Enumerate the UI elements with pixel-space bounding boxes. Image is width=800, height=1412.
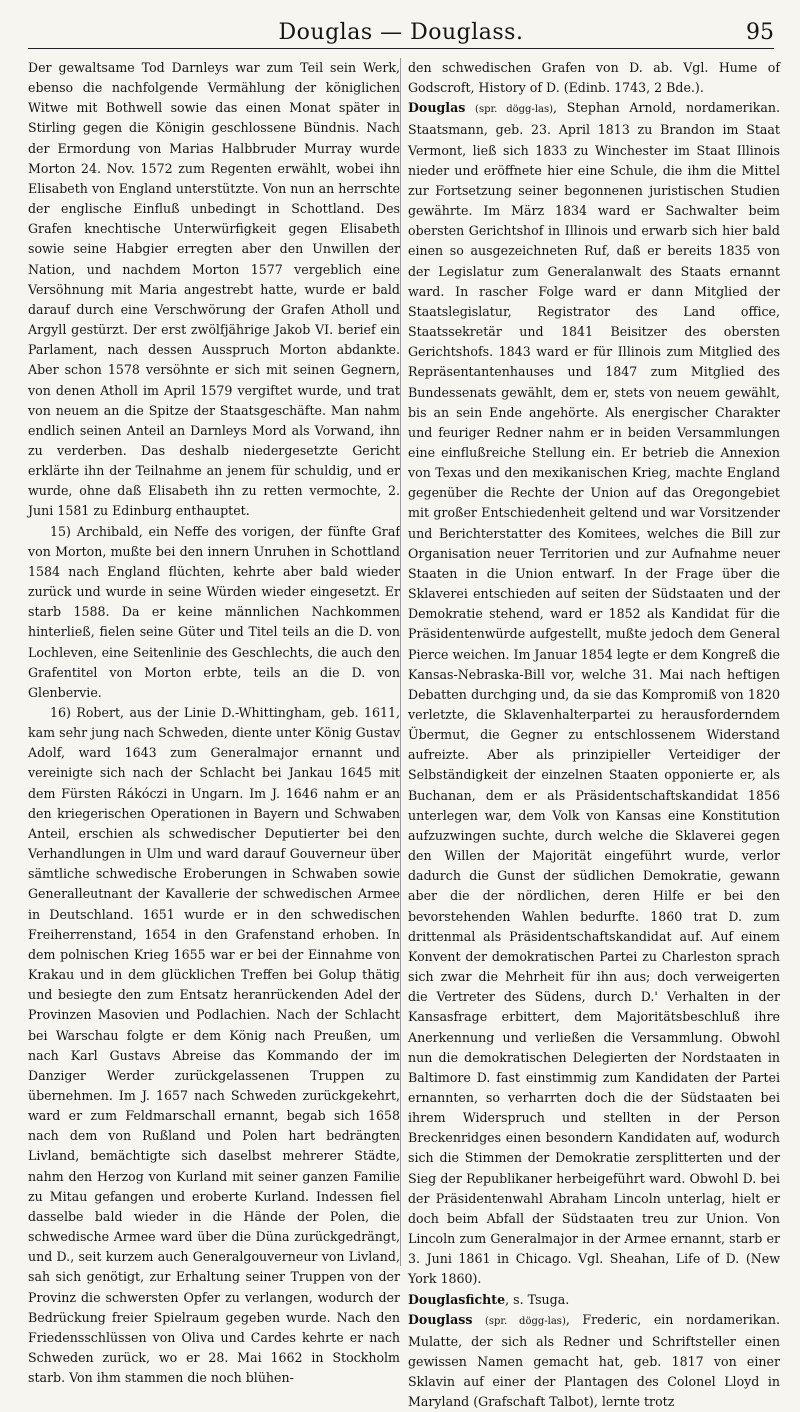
right-column <box>408 58 780 1412</box>
entry-body: , s. Tsuga. <box>505 1291 570 1307</box>
entry-douglasfichte <box>408 1290 780 1310</box>
left-column <box>28 58 400 1388</box>
pronunciation: (spr. dögg-las) <box>485 1315 566 1327</box>
page-number: 95 <box>746 20 774 45</box>
entry-body: , Frederic, ein nordamerikan. Mulatte, der sich als Redner und Schriftsteller einen gewissen Namen gemacht hat, geb. 1817 von einer Sklavin auf einer der Plantagen des Colonel Lloyd in Maryland (Grafschaft Talbot), lernte trotz <box>408 1311 780 1410</box>
entry-headword: Douglas <box>408 100 466 116</box>
column-divider <box>400 58 401 1266</box>
entry-headword: Douglasfichte <box>408 1291 506 1307</box>
entry-frederic-douglass <box>408 1310 780 1412</box>
page-title: Douglas — Douglass. <box>278 20 524 45</box>
paragraph-douglas-continued: den schwedischen Grafen von D. ab. Vgl. Hume of Godscroft, History of D. (Edinb. 1743, 2 Bde.). <box>408 60 780 96</box>
paragraph-morton-continued: Der gewaltsame Tod Darnleys war zum Teil sein Werk, ebenso die nachfolgende Vermählung der königlichen Witwe mit Bothwell sowie das einen Monat später in Stirling gegen die Königin geschlossene Bündnis. Nach der Ermordung von Marias Halbbruder Murray wurde Morton 24. Nov. 1572 zum Regenten erwählt, wobei ihn Elisabeth von England unterstützte. Von nun an herrschte der englische Einfluß unbedingt in Schottland. Des Grafen knechtische Unterwürfigkeit gegen Elisabeth sowie seine Habgier erregten aber den Unwillen der Nation, und nachdem Morton 1577 vergeblich eine Versöhnung mit Maria angestrebt hatte, wurde er bald darauf durch eine Verschwörung der Grafen Atholl und Argyll gestürzt. Der erst zwölfjährige Jakob VI. berief ein Parlament, nach dessen Ausspruch Morton abdankte. Aber schon 1578 versöhnte er sich mit seinen Gegnern, von denen Atholl im April 1579 vergiftet wurde, und trat von neuem an die Spitze der Staatsgeschäfte. Man nahm endlich seinen Anteil an Darnleys Mord als Vorwand, ihn zu verderben. Das deshalb niedergesetzte Gericht erklärte ihn der Teilnahme an jenem für schuldig, und er wurde, ohne daß Elisabeth ihn zu retten vermochte, 2. Juni 1581 zu Edinburg enthauptet. <box>28 60 400 519</box>
entry-headword: Douglass <box>408 1311 473 1327</box>
entry-stephan-douglas <box>408 98 780 1289</box>
entry-archibald: 15) Archibald, ein Neffe des vorigen, der fünfte Graf von Morton, mußte bei den innern Unruhen in Schottland 1584 nach England flüchten, kehrte aber bald wieder zurück und wurde in seine Würden wieder eingesetzt. Er starb 1588. Da er keine männlichen Nachkommen hinterließ, fielen seine Güter und Titel teils an die D. von Lochleven, eine Seitenlinie des Geschlechts, die auch den Grafentitel von Morton erbte, teils an die D. von Glenbervie. <box>28 523 400 700</box>
pronunciation: (spr. dögg-las) <box>475 104 554 116</box>
entry-body: , Stephan Arnold, nordamerikan. Staatsmann, geb. 23. April 1813 zu Brandon im Staat Vermont, ließ sich 1833 zu Winchester im Staat Illinois nieder und eröffnete hier eine Schule, die ihm die Mittel zur Fortsetzung seiner begonnenen juristischen Studien gewährte. Im März 1834 ward er Sachwalter beim obersten Gerichtshof in Illinois und erwarb sich hier bald einen so ausgezeichneten Ruf, daß er bereits 1835 von der Legislatur zum Generalanwalt des Staats ernannt ward. In rascher Folge ward er dann Mitglied der Staatslegislatur, Registrator des Land office, Staatssekretär und 1841 Beisitzer des obersten Gerichtshofs. 1843 ward er für Illinois zum Mitglied des Repräsentantenhauses und 1847 zum Mitglied des Bundessenats gewählt, dem er, stets von neuem gewählt, bis an sein Ende angehörte. Als energischer Charakter und feuriger Redner nahm er in beiden Versammlungen eine einflußreiche Stellung ein. Er betrieb die Annexion von Texas und den mexikanischen Krieg, machte England gegenüber die Rechte der Union auf das Oregongebiet mit großer Entschiedenheit geltend und war Vorsitzender und Berichterstatter des Komitees, welches die Bill zur Organisation neuer Territorien und zur Aufnahme neuer Staaten in die Union entwarf. In der Frage über die Sklaverei entschieden auf seiten der Südstaaten und der Demokratie stehend, ward er 1852 als Kandidat für die Präsidentenwürde aufgestellt, mußte jedoch dem General Pierce weichen. Im Januar 1854 legte er dem Kongreß die Kansas-Nebraska-Bill vor, welche 31. Mai nach heftigen Debatten durchging und, da sie das Kompromiß von 1820 verletzte, die Sklavenhalterpartei zu herausforderndem Übermut, die Gegner zu entschlossenem Widerstand aufreizte. Aber als prinzipieller Verteidiger der Selbständigkeit der einzelnen Staaten opponierte er, als Buchanan, dem er als Präsidentschaftskandidat 1856 unterlegen war, dem Volk von Kansas eine Konstitution aufzuzwingen suchte, durch welche die Sklaverei gegen den Willen der Majorität eingeführt wurde, verlor dadurch die Gunst der südlichen Demokratie, gewann aber die der nördlichen, deren Hilfe er bei den bevorstehenden Wahlen bedurfte. 1860 trat D. zum drittenmal als Präsidentschaftskandidat auf. Auf einem Konvent der demokratischen Partei zu Charleston sprach sich zwar die Mehrheit für ihn aus; doch verweigerten die Vertreter des Südens, durch D.' Verhalten in der Kansasfrage erbittert, dem Majoritätsbeschluß ihre Anerkennung und verließen die Versammlung. Obwohl nun die demokratischen Delegierten der Nordstaaten in Baltimore D. fast einstimmig zum Kandidaten der Partei ernannten, so verharrten doch die der Südstaaten bei ihrem Widerspruch und stellten in der Person Breckenridges einen besondern Kandidaten auf, wodurch sich die Stimmen der Demokratie zersplitterten und der Sieg der Republikaner herbeigeführt ward. Obwohl D. bei der Präsidentenwahl Abraham Lincoln unterlag, hielt er doch beim Abfall der Südstaaten treu zur Union. Von Lincoln zum Generalmajor in der Armee ernannt, starb er 3. Juni 1861 in Chicago. Vgl. Sheahan, Life of D. (New York 1860). <box>408 100 781 1287</box>
running-header <box>28 14 774 49</box>
entry-robert: 16) Robert, aus der Linie D.-Whittingham, geb. 1611, kam sehr jung nach Schweden, diente unter König Gustav Adolf, ward 1643 zum Generalmajor ernannt und vereinigte sich nach der Schlacht bei Jankau 1645 mit dem Fürsten Rákóczi in Ungarn. Im J. 1646 nahm er an den kriegerischen Operationen in Bayern und Schwaben Anteil, erschien als schwedischer Deputierter bei den Verhandlungen in Ulm und ward darauf Gouverneur über sämtliche schwedische Eroberungen in Schwaben sowie Generalleutnant der Kavallerie der schwedischen Armee in Deutschland. 1651 wurde er in den schwedischen Freiherrenstand, 1654 in den Grafenstand erhoben. In dem polnischen Krieg 1655 war er bei der Einnahme von Krakau und in dem glücklichen Treffen bei Golup thätig und besiegte den zum Entsatz heranrückenden Adel der Provinzen Masovien und Podlachien. Nach der Schlacht bei Warschau folgte er dem König nach Preußen, um nach Karl Gustavs Abreise das Kommando der im Danziger Werder zurückgelassenen Truppen zu übernehmen. Im J. 1657 nach Schweden zurückgekehrt, ward er zum Feldmarschall ernannt, begab sich 1658 nach dem von Rußland und Polen hart bedrängten Livland, bemächtigte sich daselbst mehrerer Städte, nahm den Herzog von Kurland mit seiner ganzen Familie zu Mitau gefangen und eroberte Kurland. Indessen fiel dasselbe bald wieder in die Hände der Polen, die schwedische Armee ward über die Düna zurückgedrängt, und D., seit kurzem auch Generalgouverneur von Livland, sah sich genötigt, zur Erhaltung seiner Truppen von der Provinz die schwersten Opfer zu verlangen, wodurch der Bedrückung freier Spielraum gegeben wurde. Nach den Friedensschlüssen von Oliva und Cardes kehrte er nach Schweden zurück, wo er 28. Mai 1662 in Stockholm starb. Von ihm stammen die noch blühen- <box>28 705 400 1386</box>
